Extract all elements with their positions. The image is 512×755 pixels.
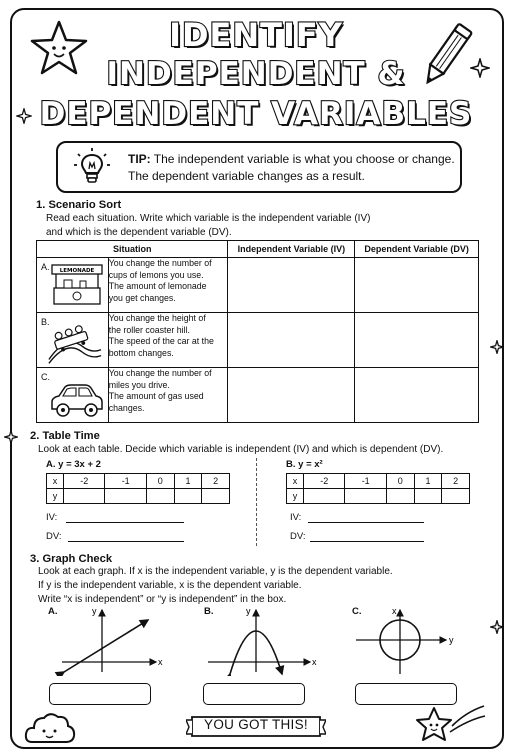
y-answer-cell[interactable]	[105, 489, 146, 504]
row-a-dv-answer[interactable]	[355, 258, 479, 313]
row-c-situation	[108, 368, 228, 423]
graph-a-answer-box[interactable]	[49, 683, 151, 705]
lemonade-sign: LEMONADE	[59, 268, 95, 274]
section-1-instructions-line-1: Read each situation. Write which variable is the independent variable (IV)	[46, 213, 371, 224]
tip-line-2: The dependent variable changes as a result.	[128, 169, 365, 183]
y-axis-label: y	[92, 606, 97, 616]
section-3-instructions-line-1: Look at each graph. If x is the independent variable, y is the dependent variable.	[38, 566, 393, 577]
x-value: -1	[105, 474, 146, 489]
car-icon	[49, 378, 105, 424]
row-a-picture-cell	[37, 258, 109, 313]
graph-a	[46, 604, 170, 676]
row-letter: B.	[41, 317, 50, 327]
row-b-iv-answer[interactable]	[228, 313, 355, 368]
graph-a-label: A.	[48, 606, 58, 617]
table-a-iv-line[interactable]	[66, 522, 184, 523]
situation-line: changes.	[108, 402, 145, 413]
y-answer-cell[interactable]	[304, 489, 345, 504]
situation-line: bottom changes.	[108, 347, 174, 358]
x-value: 2	[202, 474, 230, 489]
row-c-picture-cell	[37, 368, 109, 423]
tip-label: TIP:	[128, 152, 151, 166]
section-2-instructions: Look at each table. Decide which variable is independent (IV) and which is dependent (DV).	[38, 444, 444, 455]
title-line-3: DEPENDENT VARIABLES	[39, 96, 473, 132]
y-answer-cell[interactable]	[64, 489, 105, 504]
lightbulb-icon	[72, 147, 112, 187]
x-axis-label: x	[158, 657, 163, 667]
x-header: x	[287, 474, 304, 489]
situation-line: You change the height of	[108, 313, 206, 323]
row-letter: A.	[41, 262, 50, 272]
x-value: -2	[64, 474, 105, 489]
x-header: x	[47, 474, 64, 489]
y-answer-cell[interactable]	[414, 489, 442, 504]
table-a	[46, 473, 230, 504]
scenario-table	[36, 240, 479, 423]
table-b-iv-line[interactable]	[308, 522, 424, 523]
situation-line: You change the number of	[108, 258, 212, 268]
y-answer-cell[interactable]	[202, 489, 230, 504]
row-b-dv-answer[interactable]	[355, 313, 479, 368]
roller-coaster-icon	[47, 321, 103, 367]
header-dv: Dependent Variable (DV)	[355, 241, 479, 258]
graph-c-label: C.	[352, 606, 362, 617]
table-b-label: B.	[286, 459, 296, 470]
title-line-1: IDENTIFY	[169, 16, 343, 54]
section-3-heading: 3. Graph Check	[30, 553, 113, 565]
x-axis-label: x	[312, 657, 317, 667]
row-b-picture-cell	[37, 313, 109, 368]
y-header: y	[47, 489, 64, 504]
title-line-2: INDEPENDENT &	[106, 56, 406, 92]
sparkle-icon	[490, 620, 504, 634]
situation-line: miles you drive.	[108, 379, 170, 390]
right-axis-label: y	[449, 635, 454, 645]
section-3-instructions-line-3: Write “x is independent” or “y is independent” in the box.	[38, 594, 287, 605]
y-answer-cell[interactable]	[442, 489, 470, 504]
graph-line	[64, 620, 148, 672]
table-b-dv-line[interactable]	[310, 541, 424, 542]
tip-text	[128, 151, 455, 185]
top-axis-label: x	[392, 606, 397, 616]
row-letter: C.	[41, 372, 50, 382]
table-row	[37, 368, 479, 423]
x-value: 0	[146, 474, 174, 489]
situation-line: You change the number of	[108, 368, 212, 378]
table-row	[37, 313, 479, 368]
section-1-heading: 1. Scenario Sort	[36, 199, 122, 211]
situation-line: The amount of gas used	[108, 391, 204, 401]
header-situation: Situation	[37, 241, 228, 258]
section-1-instructions	[46, 212, 370, 240]
y-answer-cell[interactable]	[174, 489, 202, 504]
table-b-iv-label: IV:	[290, 512, 302, 523]
section-2-heading: 2. Table Time	[30, 430, 100, 442]
cloud-character-icon	[24, 708, 76, 746]
y-answer-cell[interactable]	[345, 489, 386, 504]
x-value: 1	[174, 474, 202, 489]
x-value: 0	[386, 474, 414, 489]
section-3-instructions-line-2: If y is the independent variable, x is the dependent variable.	[38, 580, 302, 591]
situation-line: you get changes.	[108, 292, 176, 303]
tip-box	[56, 141, 462, 193]
shooting-star-icon	[414, 702, 486, 748]
graph-b-answer-box[interactable]	[203, 683, 305, 705]
table-a-eq: y = 3x + 2	[58, 459, 101, 470]
situation-line: The speed of the car at the	[108, 336, 214, 346]
table-b-dv-label: DV:	[290, 531, 306, 542]
situation-line: The amount of lemonade	[108, 281, 207, 291]
situation-line: the roller coaster hill.	[108, 324, 190, 335]
table-b-eq: y = x²	[298, 459, 323, 470]
section-1-instructions-line-2: and which is the dependent variable (DV).	[46, 227, 232, 238]
table-row	[37, 258, 479, 313]
section-3-instructions	[38, 565, 393, 607]
table-a-dv-label: DV:	[46, 531, 62, 542]
row-c-dv-answer[interactable]	[355, 368, 479, 423]
banner-text: YOU GOT THIS!	[204, 717, 308, 732]
y-answer-cell[interactable]	[386, 489, 414, 504]
row-c-iv-answer[interactable]	[228, 368, 355, 423]
x-value: -1	[345, 474, 386, 489]
x-value: -2	[304, 474, 345, 489]
tip-line-1: The independent variable is what you choose or change.	[153, 152, 455, 166]
header-iv: Independent Variable (IV)	[228, 241, 355, 258]
graph-c	[350, 604, 474, 676]
situation-line: cups of lemons you use.	[108, 269, 204, 280]
lemonade-stand-icon	[49, 262, 105, 308]
table-a-dv-line[interactable]	[68, 541, 184, 542]
table-b-equation	[286, 459, 323, 470]
table-a-iv-label: IV:	[46, 512, 58, 523]
y-answer-cell[interactable]	[146, 489, 174, 504]
row-a-iv-answer[interactable]	[228, 258, 355, 313]
y-header: y	[287, 489, 304, 504]
graph-b-label: B.	[204, 606, 214, 617]
sparkle-icon	[4, 430, 18, 444]
y-axis-label: y	[246, 606, 251, 616]
x-value: 2	[442, 474, 470, 489]
x-value: 1	[414, 474, 442, 489]
divider	[256, 458, 257, 546]
table-b	[286, 473, 470, 504]
sparkle-icon	[490, 340, 504, 354]
table-a-label: A.	[46, 459, 56, 470]
row-a-situation	[108, 258, 228, 313]
row-b-situation	[108, 313, 228, 368]
graph-b	[200, 604, 324, 676]
table-a-equation	[46, 459, 101, 470]
